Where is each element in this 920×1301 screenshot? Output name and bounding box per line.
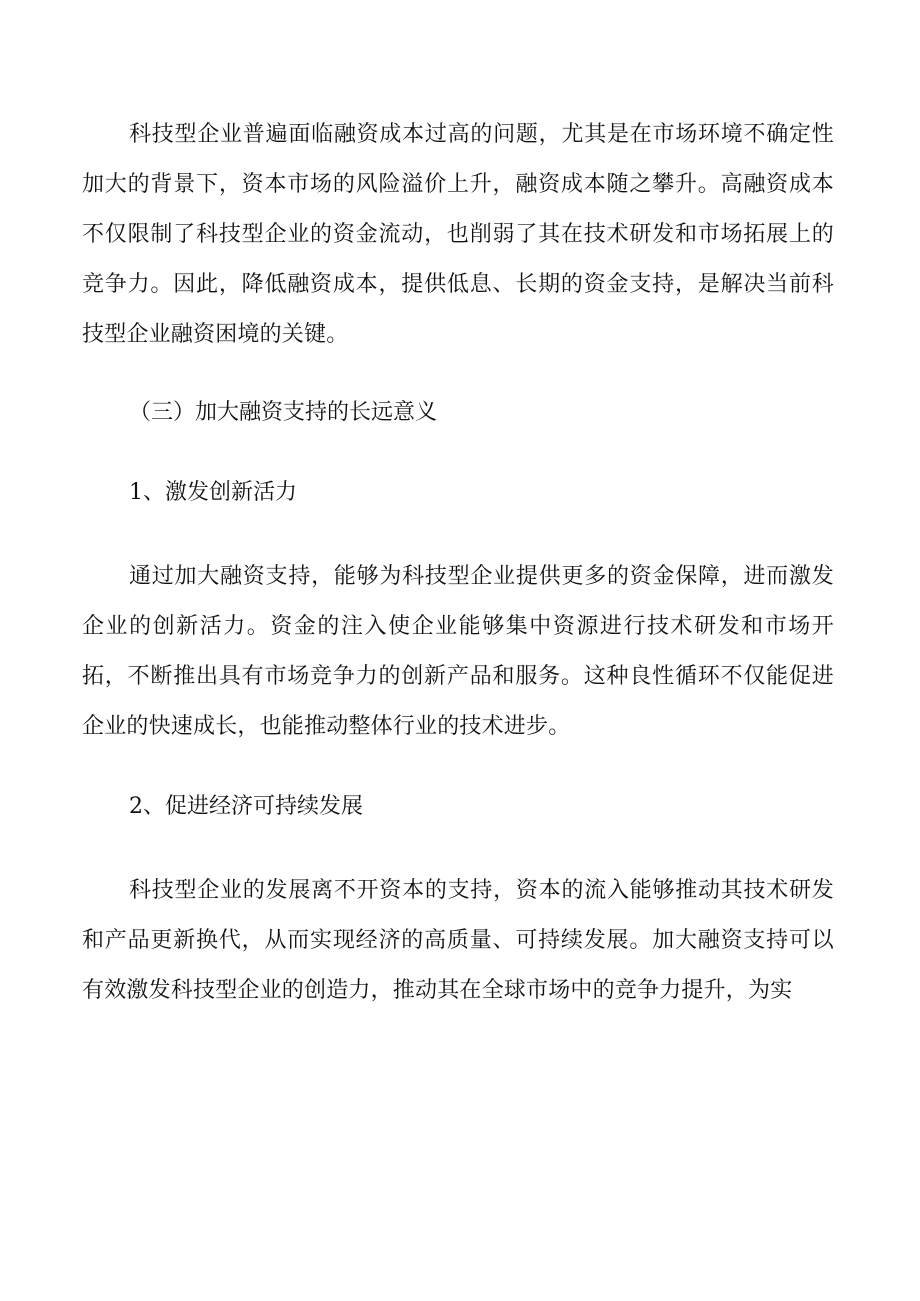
subheading-sustainable-development: 2、促进经济可持续发展 [129,794,363,819]
subheading-innovation: 1、激发创新活力 [129,480,297,505]
paragraph-innovation: 通过加大融资支持，能够为科技型企业提供更多的资金保障，进而激发企业的创新活力。资金的注入使企业能够集中资源进行技术研发和市场开拓，不断推出具有市场竞争力的创新产品和服务。这种良性循环不仅能促进企业的快速成长，也能推动整体行业的技术进步。 [82,564,834,739]
document-page [82,110,834,1016]
paragraph-financing-cost: 科技型企业普遍面临融资成本过高的问题，尤其是在市场环境不确定性加大的背景下，资本市场的风险溢价上升，融资成本随之攀升。高融资成本不仅限制了科技型企业的资金流动，也削弱了其在技术研发和市场拓展上的竞争力。因此，降低融资成本，提供低息、长期的资金支持，是解决当前科技型企业融资困境的关键。 [82,122,834,347]
section-heading: （三）加大融资支持的长远意义 [129,400,438,425]
paragraph-sustainable-development: 科技型企业的发展离不开资本的支持，资本的流入能够推动其技术研发和产品更新换代，从而实现经济的高质量、可持续发展。加大融资支持可以有效激发科技型企业的创造力，推动其在全球市场中的竞争力提升，为实 [82,878,834,1003]
